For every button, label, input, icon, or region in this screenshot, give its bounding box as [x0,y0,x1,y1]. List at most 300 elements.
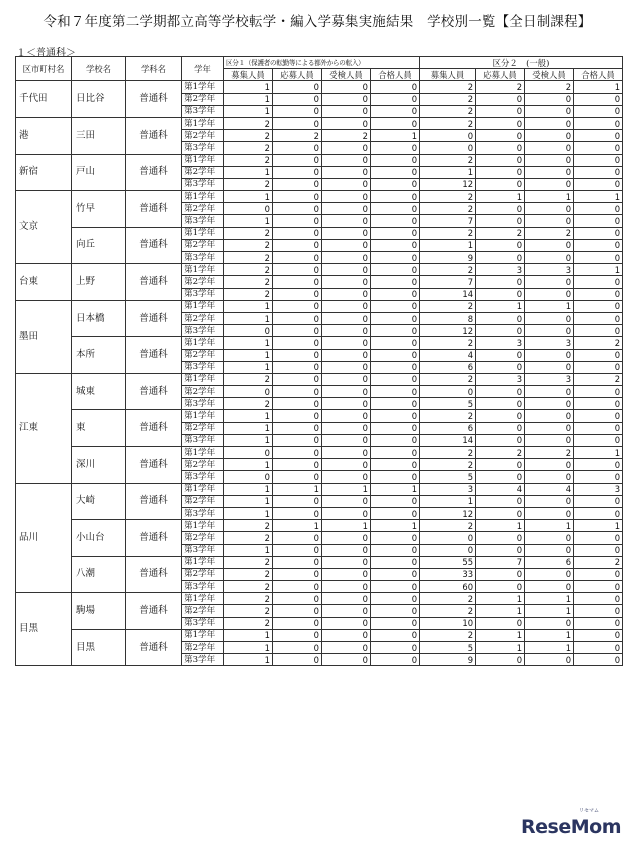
value-cell: 0 [273,593,322,605]
value-cell: 0 [224,447,273,459]
value-cell: 1 [476,629,525,641]
value-cell: 2 [224,227,273,239]
course-cell: 普通科 [126,117,182,154]
value-cell: 0 [273,642,322,654]
school-cell: 戸山 [72,154,126,191]
value-cell: 0 [574,544,623,556]
value-cell: 0 [574,593,623,605]
value-cell: 0 [476,507,525,519]
grade-cell: 第1学年 [182,300,224,312]
value-cell: 1 [476,642,525,654]
value-cell: 0 [574,117,623,129]
value-cell: 0 [273,410,322,422]
value-cell: 0 [420,386,476,398]
grade-cell: 第3学年 [182,471,224,483]
value-cell: 0 [273,617,322,629]
header-group2: 区分２ (一般) [420,57,623,69]
value-cell: 2 [420,154,476,166]
value-cell: 0 [525,215,574,227]
value-cell: 0 [371,434,420,446]
value-cell: 3 [420,483,476,495]
value-cell: 1 [525,642,574,654]
value-cell: 1 [574,264,623,276]
value-cell: 0 [273,105,322,117]
value-cell: 1 [224,361,273,373]
grade-cell: 第3学年 [182,654,224,666]
value-cell: 1 [476,300,525,312]
value-cell: 0 [420,130,476,142]
value-cell: 0 [525,495,574,507]
value-cell: 2 [420,227,476,239]
value-cell: 0 [525,142,574,154]
value-cell: 0 [322,593,371,605]
value-cell: 1 [273,483,322,495]
value-cell: 0 [476,654,525,666]
value-cell: 0 [574,471,623,483]
school-cell: 東 [72,410,126,447]
value-cell: 0 [574,459,623,471]
header-course: 学科名 [126,57,182,81]
value-cell: 0 [574,642,623,654]
value-cell: 2 [476,227,525,239]
value-cell: 0 [273,93,322,105]
course-cell: 普通科 [126,191,182,228]
value-cell: 33 [420,568,476,580]
grade-cell: 第2学年 [182,166,224,178]
value-cell: 0 [371,373,420,385]
value-cell: 4 [525,483,574,495]
grade-cell: 第3学年 [182,215,224,227]
value-cell: 5 [420,642,476,654]
value-cell: 10 [420,617,476,629]
value-cell: 0 [371,447,420,459]
value-cell: 0 [574,300,623,312]
value-cell: 2 [420,203,476,215]
value-cell: 8 [420,312,476,324]
value-cell: 2 [224,520,273,532]
value-cell: 0 [574,532,623,544]
value-cell: 0 [371,300,420,312]
value-cell: 1 [224,312,273,324]
grade-cell: 第3学年 [182,252,224,264]
value-cell: 0 [420,142,476,154]
value-cell: 0 [371,178,420,190]
grade-cell: 第3学年 [182,105,224,117]
value-cell: 2 [322,130,371,142]
value-cell: 3 [525,373,574,385]
course-cell: 普通科 [126,264,182,301]
value-cell: 12 [420,507,476,519]
grade-cell: 第1学年 [182,520,224,532]
value-cell: 1 [224,349,273,361]
value-cell: 0 [371,276,420,288]
value-cell: 0 [322,166,371,178]
value-cell: 0 [273,447,322,459]
course-cell: 普通科 [126,593,182,630]
value-cell: 2 [420,520,476,532]
value-cell: 0 [322,459,371,471]
value-cell: 0 [224,325,273,337]
value-cell: 0 [273,312,322,324]
value-cell: 1 [525,191,574,203]
value-cell: 0 [574,410,623,422]
value-cell: 0 [371,105,420,117]
value-cell: 0 [322,398,371,410]
value-cell: 6 [420,361,476,373]
value-cell: 2 [574,337,623,349]
value-cell: 2 [420,191,476,203]
value-cell: 2 [224,593,273,605]
value-cell: 0 [273,361,322,373]
value-cell: 0 [525,312,574,324]
value-cell: 0 [322,93,371,105]
course-cell: 普通科 [126,154,182,191]
value-cell: 0 [322,410,371,422]
value-cell: 0 [476,617,525,629]
value-cell: 0 [476,105,525,117]
table-body [16,81,623,666]
value-cell: 0 [273,166,322,178]
value-cell: 0 [574,239,623,251]
value-cell: 0 [574,203,623,215]
value-cell: 2 [224,532,273,544]
value-cell: 0 [322,617,371,629]
table-row [16,447,623,459]
ward-cell: 千代田 [16,81,72,118]
value-cell: 1 [224,337,273,349]
value-cell: 0 [273,386,322,398]
course-cell: 普通科 [126,556,182,593]
value-cell: 0 [273,471,322,483]
header-school: 学校名 [72,57,126,81]
value-cell: 0 [476,544,525,556]
value-cell: 0 [322,434,371,446]
value-cell: 2 [420,459,476,471]
value-cell: 0 [574,215,623,227]
school-cell: 上野 [72,264,126,301]
table-row [16,520,623,532]
value-cell: 0 [322,629,371,641]
course-cell: 普通科 [126,300,182,337]
value-cell: 0 [273,142,322,154]
value-cell: 14 [420,288,476,300]
table-row [16,264,623,276]
value-cell: 0 [476,434,525,446]
value-cell: 0 [371,93,420,105]
value-cell: 0 [476,142,525,154]
logo-subtext: リセマム [579,808,599,814]
value-cell: 0 [273,239,322,251]
grade-cell: 第3学年 [182,288,224,300]
value-cell: 3 [476,373,525,385]
value-cell: 12 [420,178,476,190]
value-cell: 2 [224,130,273,142]
value-cell: 3 [476,337,525,349]
value-cell: 0 [322,642,371,654]
grade-cell: 第2学年 [182,386,224,398]
value-cell: 0 [322,349,371,361]
grade-cell: 第1学年 [182,154,224,166]
value-cell: 0 [525,581,574,593]
ward-cell: 品川 [16,483,72,593]
value-cell: 0 [476,325,525,337]
table-row [16,593,623,605]
value-cell: 1 [476,593,525,605]
value-cell: 0 [322,605,371,617]
table-row [16,629,623,641]
value-cell: 0 [322,447,371,459]
value-cell: 0 [273,252,322,264]
value-cell: 0 [574,142,623,154]
value-cell: 1 [574,520,623,532]
value-cell: 5 [420,471,476,483]
header-group1: 区分１（保護者の転勤等による都外からの転入） [224,57,420,69]
value-cell: 0 [273,568,322,580]
value-cell: 0 [273,629,322,641]
value-cell: 0 [322,227,371,239]
value-cell: 0 [525,178,574,190]
value-cell: 0 [371,203,420,215]
value-cell: 0 [574,227,623,239]
value-cell: 2 [420,447,476,459]
value-cell: 0 [273,544,322,556]
value-cell: 0 [273,495,322,507]
table-row [16,337,623,349]
table-row [16,117,623,129]
value-cell: 0 [574,495,623,507]
value-cell: 2 [273,130,322,142]
value-cell: 0 [574,252,623,264]
value-cell: 1 [224,459,273,471]
value-cell: 0 [476,276,525,288]
value-cell: 0 [476,386,525,398]
table-row [16,556,623,568]
value-cell: 1 [476,520,525,532]
value-cell: 0 [322,373,371,385]
value-cell: 1 [371,130,420,142]
value-cell: 0 [273,422,322,434]
value-cell: 2 [525,81,574,93]
grade-cell: 第2学年 [182,349,224,361]
ward-cell: 江東 [16,373,72,483]
value-cell: 1 [224,300,273,312]
value-cell: 3 [476,264,525,276]
value-cell: 0 [476,581,525,593]
value-cell: 0 [574,361,623,373]
value-cell: 0 [371,154,420,166]
value-cell: 0 [574,629,623,641]
value-cell: 6 [420,422,476,434]
value-cell: 0 [476,349,525,361]
value-cell: 0 [224,386,273,398]
value-cell: 0 [273,373,322,385]
value-cell: 0 [322,325,371,337]
school-cell: 向丘 [72,227,126,264]
value-cell: 0 [574,288,623,300]
value-cell: 0 [525,154,574,166]
value-cell: 0 [574,166,623,178]
value-cell: 0 [476,459,525,471]
grade-cell: 第2学年 [182,422,224,434]
value-cell: 2 [224,288,273,300]
value-cell: 1 [574,447,623,459]
value-cell: 0 [574,349,623,361]
course-cell: 普通科 [126,81,182,118]
table-row [16,81,623,93]
value-cell: 0 [273,337,322,349]
value-cell: 0 [322,142,371,154]
ward-cell: 台東 [16,264,72,301]
value-cell: 5 [420,398,476,410]
school-cell: 小山台 [72,520,126,557]
value-cell: 0 [574,398,623,410]
value-cell: 0 [371,264,420,276]
value-cell: 1 [224,215,273,227]
school-cell: 目黒 [72,629,126,666]
value-cell: 0 [273,203,322,215]
value-cell: 0 [322,495,371,507]
value-cell: 0 [273,276,322,288]
value-cell: 0 [371,398,420,410]
value-cell: 1 [224,191,273,203]
value-cell: 0 [371,581,420,593]
value-cell: 2 [420,264,476,276]
value-cell: 0 [273,398,322,410]
value-cell: 0 [574,581,623,593]
course-cell: 普通科 [126,483,182,520]
value-cell: 0 [574,178,623,190]
value-cell: 0 [525,288,574,300]
school-cell: 日本橋 [72,300,126,337]
value-cell: 1 [525,629,574,641]
value-cell: 1 [322,520,371,532]
course-cell: 普通科 [126,520,182,557]
value-cell: 0 [574,617,623,629]
header-grade: 学年 [182,57,224,81]
value-cell: 0 [371,337,420,349]
grade-cell: 第1学年 [182,483,224,495]
grade-cell: 第1学年 [182,227,224,239]
value-cell: 0 [371,215,420,227]
value-cell: 1 [224,507,273,519]
value-cell: 1 [224,422,273,434]
table-row [16,154,623,166]
value-cell: 0 [371,288,420,300]
value-cell: 0 [574,312,623,324]
value-cell: 0 [476,117,525,129]
value-cell: 3 [525,264,574,276]
grade-cell: 第2学年 [182,239,224,251]
value-cell: 1 [224,410,273,422]
value-cell: 0 [322,556,371,568]
value-cell: 1 [224,495,273,507]
value-cell: 0 [476,154,525,166]
value-cell: 0 [322,568,371,580]
value-cell: 0 [476,568,525,580]
value-cell: 0 [574,654,623,666]
value-cell: 0 [273,154,322,166]
resemom-logo: ReseMom [521,816,621,838]
value-cell: 0 [525,459,574,471]
value-cell: 0 [273,507,322,519]
school-cell: 城東 [72,373,126,410]
ward-cell: 新宿 [16,154,72,191]
value-cell: 1 [420,239,476,251]
value-cell: 0 [574,325,623,337]
value-cell: 9 [420,252,476,264]
grade-cell: 第2学年 [182,605,224,617]
grade-cell: 第1学年 [182,410,224,422]
value-cell: 2 [224,568,273,580]
value-cell: 1 [476,191,525,203]
value-cell: 0 [371,312,420,324]
value-cell: 2 [420,605,476,617]
value-cell: 0 [371,422,420,434]
value-cell: 1 [420,166,476,178]
grade-cell: 第2学年 [182,532,224,544]
header-col: 合格人員 [574,69,623,81]
value-cell: 0 [273,178,322,190]
value-cell: 1 [224,81,273,93]
course-cell: 普通科 [126,337,182,374]
value-cell: 0 [273,215,322,227]
course-cell: 普通科 [126,227,182,264]
value-cell: 0 [525,93,574,105]
value-cell: 0 [371,642,420,654]
header-col: 応募人員 [476,69,525,81]
school-cell: 本所 [72,337,126,374]
value-cell: 0 [371,593,420,605]
value-cell: 3 [574,483,623,495]
value-cell: 2 [574,373,623,385]
value-cell: 0 [476,178,525,190]
course-cell: 普通科 [126,410,182,447]
header-col: 募集人員 [224,69,273,81]
value-cell: 0 [371,386,420,398]
value-cell: 1 [525,593,574,605]
value-cell: 2 [224,154,273,166]
value-cell: 1 [273,520,322,532]
value-cell: 0 [273,117,322,129]
value-cell: 1 [371,520,420,532]
value-cell: 0 [371,239,420,251]
value-cell: 2 [420,117,476,129]
value-cell: 0 [371,81,420,93]
value-cell: 2 [224,556,273,568]
value-cell: 0 [525,361,574,373]
value-cell: 0 [371,142,420,154]
value-cell: 0 [322,532,371,544]
value-cell: 0 [476,252,525,264]
value-cell: 0 [273,434,322,446]
value-cell: 0 [273,227,322,239]
value-cell: 0 [371,532,420,544]
value-cell: 0 [476,471,525,483]
value-cell: 0 [371,507,420,519]
value-cell: 9 [420,654,476,666]
grade-cell: 第1学年 [182,264,224,276]
grade-cell: 第2学年 [182,459,224,471]
value-cell: 1 [525,520,574,532]
value-cell: 0 [476,288,525,300]
value-cell: 0 [371,252,420,264]
grade-cell: 第1学年 [182,593,224,605]
ward-cell: 墨田 [16,300,72,373]
value-cell: 0 [574,276,623,288]
value-cell: 0 [420,544,476,556]
value-cell: 0 [273,459,322,471]
value-cell: 0 [322,544,371,556]
